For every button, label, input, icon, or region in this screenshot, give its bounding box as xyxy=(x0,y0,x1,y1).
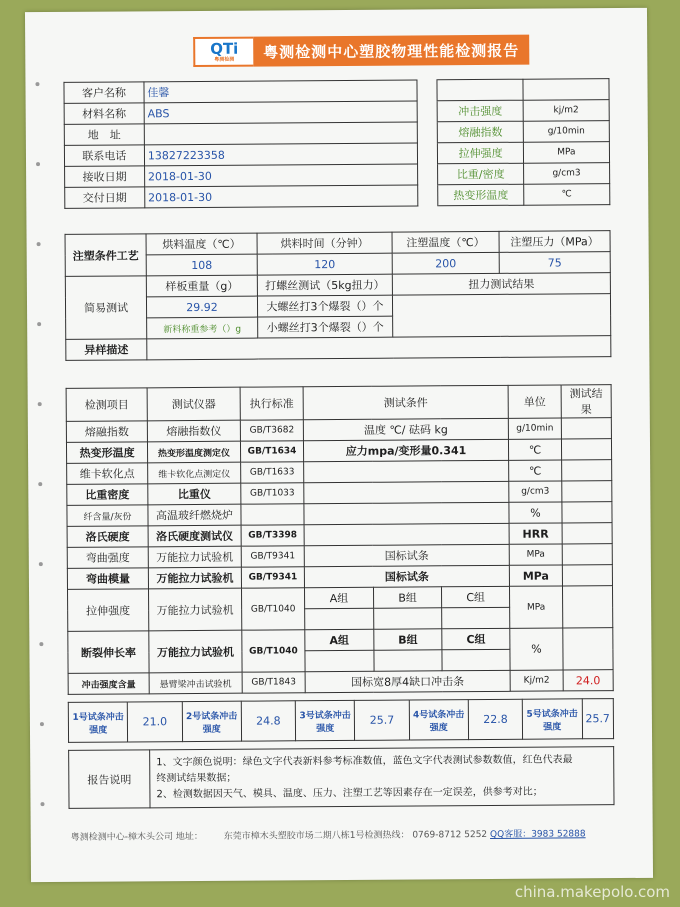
info-label: 材料名称 xyxy=(64,103,144,125)
torque-label: 扭力测试结果 xyxy=(392,273,610,296)
col-header: 检测项目 xyxy=(66,388,147,422)
logo-subtext: 粤测检测 xyxy=(214,56,235,63)
table-row: 熔融指数 熔融指数仪 GB/T3682 温度 ℃/ 砝码 kg g/10min xyxy=(66,418,611,443)
prop-label: 拉伸强度 xyxy=(438,142,524,164)
prop-unit: g/10min xyxy=(523,121,609,143)
table-row: 比重密度 比重仪 GB/T1033 g/cm3 xyxy=(67,481,612,506)
col-header: 执行标准 xyxy=(240,387,303,420)
report-note-table xyxy=(68,746,614,809)
footer-address: 东莞市樟木头塑胶市场二期八栋1号检测热线： xyxy=(223,830,410,842)
phone-value: 13827223358 xyxy=(144,143,417,166)
table-row: 纤含量/灰份 高温玻纤燃烧炉 % xyxy=(67,502,612,527)
sample-label: 4号试条冲击强度 xyxy=(409,700,469,740)
big-screw-text: 大螺丝打3个爆裂（）个 xyxy=(257,295,392,317)
small-screw-text: 小螺丝打3个爆裂（）个 xyxy=(258,316,393,338)
dry-time-label: 烘料时间（分钟） xyxy=(257,232,392,254)
report-note-line: 2、检测数据因天气、模具、温度、压力、注塑工艺等因素存在一定误差，供参考对比； xyxy=(156,786,543,800)
sample-label: 2号试条冲击强度 xyxy=(182,701,242,741)
inject-pressure-value: 75 xyxy=(499,252,610,274)
tensile-row: 拉伸强度 万能拉力试验机 GB/T1040 A组 B组 C组 MPa xyxy=(68,586,613,611)
report-note-label: 报告说明 xyxy=(69,750,150,809)
sample-value: 25.7 xyxy=(355,700,409,740)
inject-temp-label: 注塑温度（℃） xyxy=(392,231,499,253)
table-row: 弯曲模量 万能拉力试验机 GB/T9341 国标试条 MPa xyxy=(67,565,612,590)
footer-company: 粤测检测中心-樟木头公司 地址： xyxy=(70,831,203,843)
prop-unit: kj/m2 xyxy=(523,100,609,122)
col-header: 单位 xyxy=(508,385,561,418)
dry-temp-label: 烘料温度（℃） xyxy=(146,233,257,255)
simple-test-label: 简易测试 xyxy=(65,276,146,340)
dry-time-value: 120 xyxy=(257,253,392,275)
dry-temp-value: 108 xyxy=(146,254,257,276)
customer-info-table xyxy=(63,78,610,209)
table-row: 维卡软化点 维卡软化点测定仪 GB/T1633 ℃ xyxy=(67,460,612,485)
impact-samples-table xyxy=(68,698,614,743)
footer-qq: QQ客服：3983 52888 xyxy=(489,829,586,840)
customer-name-value: 佳馨 xyxy=(144,80,417,103)
impact-result: 24.0 xyxy=(563,670,613,691)
sample-weight-value: 29.92 xyxy=(146,296,257,318)
material-value: ABS xyxy=(144,101,417,124)
footer xyxy=(71,826,631,843)
sample-weight-label: 样板重量（g） xyxy=(146,275,257,297)
delivery-date-value: 2018-01-30 xyxy=(145,185,418,208)
info-label: 客户名称 xyxy=(64,82,144,104)
footer-phone: 0769-8712 5252 xyxy=(412,829,488,841)
info-label: 接收日期 xyxy=(65,166,145,188)
col-header: 测试结果 xyxy=(561,385,611,418)
molding-label: 注塑条件工艺 xyxy=(65,234,146,277)
report-header xyxy=(193,35,529,67)
abnormal-label: 异样描述 xyxy=(66,339,147,361)
sample-value: 21.0 xyxy=(128,702,182,742)
prop-label: 比重/密度 xyxy=(438,163,524,185)
report-note-line: 终测试结果数据； xyxy=(156,772,237,784)
elongation-row: 断裂伸长率 万能拉力试验机 GB/T1040 A组 B组 C组 % xyxy=(68,628,613,653)
info-label: 地 址 xyxy=(64,124,144,146)
sample-value: 25.7 xyxy=(582,699,614,739)
inject-temp-value: 200 xyxy=(392,252,499,274)
report-note-line: 1、文字颜色说明：绿色文字代表新料参考标准数值，蓝色文字代表测试参数数值，红色代表最 xyxy=(156,753,573,768)
sample-value: 22.8 xyxy=(468,699,522,739)
prop-unit: MPa xyxy=(523,142,609,164)
receive-date-value: 2018-01-30 xyxy=(144,164,417,187)
address-value xyxy=(144,122,417,145)
company-logo xyxy=(193,37,253,67)
logo-text: QTi xyxy=(210,39,239,58)
sample-value: 24.8 xyxy=(241,701,295,741)
test-results-table xyxy=(66,384,614,695)
report-title: 粤测检测中心塑胶物理性能检测报告 xyxy=(253,35,529,67)
prop-label: 冲击强度 xyxy=(437,100,523,122)
info-label: 交付日期 xyxy=(65,187,145,209)
sample-label: 5号试条冲击强度 xyxy=(522,699,582,739)
binder-holes xyxy=(25,8,647,12)
table-row: 热变形温度 热变形温度测定仪 GB/T1634 应力mpa/变形量0.341 ℃ xyxy=(66,439,611,464)
screw-test-label: 打螺丝测试（5kg扭力） xyxy=(257,274,392,296)
prop-unit: g/cm3 xyxy=(523,163,609,185)
prop-label: 熔融指数 xyxy=(438,121,524,143)
col-header: 测试仪器 xyxy=(147,387,240,421)
watermark: china.makepolo.com xyxy=(514,883,670,901)
prop-label: 热变形温度 xyxy=(438,184,524,206)
table-row: 洛氏硬度 洛氏硬度测试仪 GB/T3398 HRR xyxy=(67,523,612,548)
impact-row: 冲击强度含量 悬臂梁冲击试验机 GB/T1843 国标宽8厚4缺口冲击条 Kj/m2 24.0 xyxy=(68,670,613,695)
col-header: 测试条件 xyxy=(303,385,508,419)
reference-weight-text: 新料称重参考（）g xyxy=(147,317,258,339)
report-sheet xyxy=(25,8,653,882)
table-row: 弯曲强度 万能拉力试验机 GB/T9341 国标试条 MPa xyxy=(67,544,612,569)
info-label: 联系电话 xyxy=(64,145,144,167)
molding-conditions-table xyxy=(65,230,612,361)
inject-pressure-label: 注塑压力（MPa） xyxy=(499,231,610,253)
prop-unit: ℃ xyxy=(524,184,610,206)
sample-label: 1号试条冲击强度 xyxy=(68,702,128,742)
sample-label: 3号试条冲击强度 xyxy=(295,700,355,740)
